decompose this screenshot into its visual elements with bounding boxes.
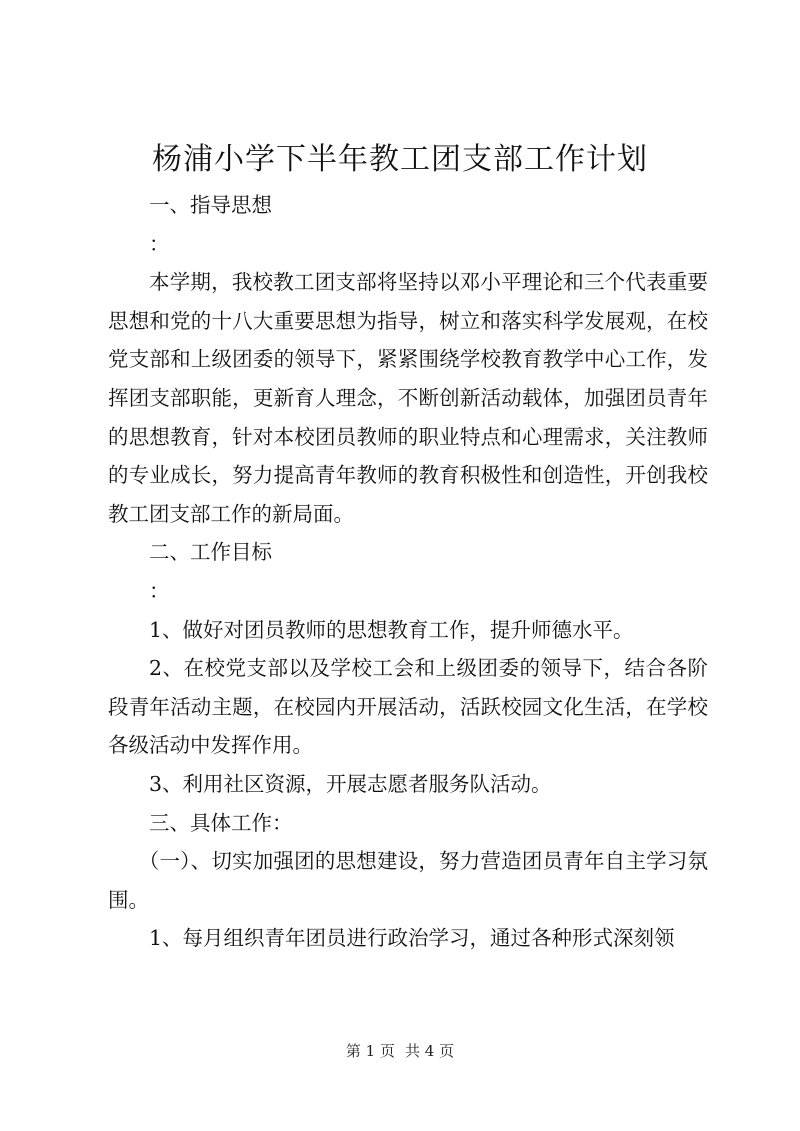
paragraph: （一）、切实加强团的思想建设，努力营造团员青年自主学习氛围。: [108, 849, 708, 912]
section-heading: 一、指导思想: [149, 193, 272, 217]
paragraph: 2、在校党支部以及学校工会和上级团委的领导下，结合各阶段青年活动主题，在校园内开展活动，活跃校园文化生活，在学校各级活动中发挥作用。: [108, 656, 708, 758]
paragraph: 1、每月组织青年团员进行政治学习，通过各种形式深刻领: [149, 926, 675, 951]
paragraph: ：: [149, 231, 170, 256]
page-footer: [0, 1041, 800, 1061]
paragraph: 3、利用社区资源，开展志愿者服务队活动。: [149, 771, 552, 796]
section-heading: 三、具体工作：: [149, 810, 293, 835]
document-body: [108, 186, 708, 958]
paragraph: ：: [149, 578, 170, 603]
paragraph: 1、做好对团员教师的思想教育工作，提升师德水平。: [149, 617, 634, 642]
paragraph: 本学期，我校教工团支部将坚持以邓小平理论和三个代表重要思想和党的十八大重要思想为指导，树立和落实科学发展观，在校党支部和上级团委的领导下，紧紧围绕学校教育教学中心工作，发挥团支部职能，更新育人理念，不断创新活动载体，加强团员青年的思想教育，针对本校团员教师的职业特点和心理需求，关注教师的专业成长，努力提高青年教师的教育积极性和创造性，开创我校教工团支部工作的新局面。: [108, 270, 708, 526]
document-title: 杨浦小学下半年教工团支部工作计划: [152, 142, 648, 177]
page-total: 共 4 页: [405, 1042, 455, 1060]
section-heading: 二、工作目标: [149, 540, 272, 565]
page-number: 第 1 页: [345, 1042, 395, 1060]
